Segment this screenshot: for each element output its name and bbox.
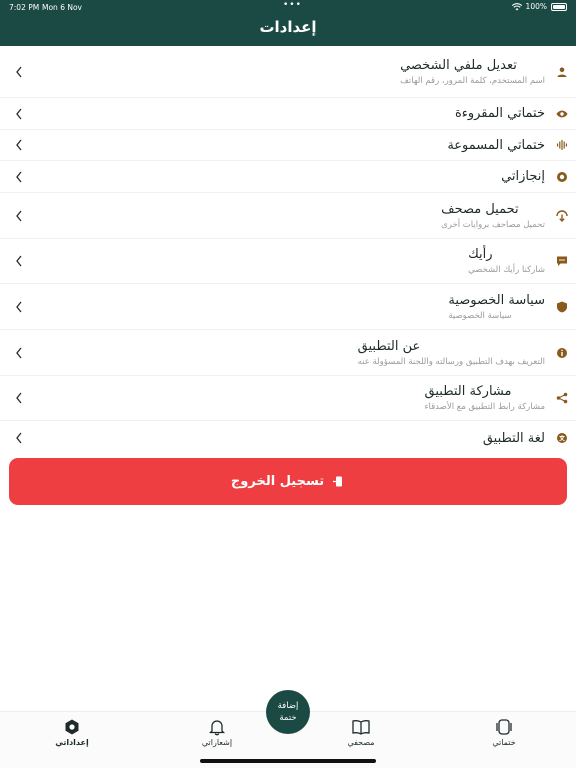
achievement-icon — [556, 171, 568, 183]
tab-my-mushaf[interactable] — [321, 718, 401, 747]
info-icon — [556, 347, 568, 359]
tab-my-khatmas[interactable] — [464, 718, 544, 747]
battery-percent: 100% — [525, 2, 547, 11]
settings-menu — [0, 46, 576, 455]
page-title: إعدادات — [259, 18, 317, 36]
battery-icon — [551, 3, 567, 11]
menu-item-subtitle: سياسة الخصوصية — [448, 310, 512, 321]
menu-item-subtitle: تحميل مصاحف بروايات أخرى — [441, 219, 545, 230]
menu-item-label: سياسة الخصوصية — [448, 292, 545, 308]
tab-settings[interactable] — [32, 718, 112, 747]
menu-item-subtitle: اسم المستخدم، كلمة المرور، رقم الهاتف — [400, 75, 545, 86]
status-time: 7:02 PM — [9, 3, 40, 12]
shield-icon — [556, 301, 568, 313]
logout-icon — [332, 475, 345, 488]
menu-item-label: عن التطبيق — [357, 338, 421, 354]
menu-item-label: تعديل ملفي الشخصي — [400, 57, 517, 73]
multitask-dots-icon[interactable]: ••• — [283, 0, 302, 10]
chevron-left-icon — [14, 254, 24, 268]
menu-item-privacy-policy[interactable] — [0, 284, 576, 330]
chevron-left-icon — [14, 107, 24, 121]
menu-item-subtitle: التعريف بهدف التطبيق ورسالته واللجنة المسؤولة عنه — [357, 356, 545, 367]
home-indicator — [200, 759, 376, 763]
menu-item-label: ختماتي المقروءة — [454, 106, 545, 121]
download-icon — [556, 210, 568, 222]
chevron-left-icon — [14, 209, 24, 223]
tab-notifications[interactable] — [177, 718, 257, 747]
menu-item-app-language[interactable] — [0, 421, 576, 455]
menu-item-label: رأيك — [468, 247, 493, 262]
menu-item-label: لغة التطبيق — [482, 430, 545, 446]
chevron-left-icon — [14, 431, 24, 445]
fab-label-line1: إضافة — [277, 701, 299, 711]
eye-icon — [556, 108, 568, 120]
status-bar — [0, 0, 576, 14]
chevron-left-icon — [14, 65, 24, 79]
logout-button[interactable] — [9, 458, 567, 505]
bell-icon — [208, 718, 226, 736]
tab-label: إشعاراتي — [201, 738, 233, 747]
chevron-left-icon — [14, 300, 24, 314]
feedback-icon — [556, 255, 568, 267]
menu-item-achievements[interactable] — [0, 161, 576, 193]
menu-item-feedback[interactable] — [0, 239, 576, 284]
status-date: Mon 6 Nov — [42, 3, 82, 12]
menu-item-label: ختماتي المسموعة — [447, 137, 545, 153]
add-khatma-button[interactable] — [266, 690, 310, 734]
menu-item-label: إنجازاتي — [501, 169, 545, 184]
audio-wave-icon — [556, 139, 568, 151]
menu-item-subtitle: شاركنا رأيك الشخصي — [468, 265, 545, 275]
chevron-left-icon — [14, 170, 24, 184]
book-icon — [351, 718, 371, 736]
chevron-left-icon — [14, 391, 24, 405]
khatmas-icon — [495, 718, 513, 736]
user-icon — [556, 66, 568, 78]
fab-label-line2: ختمة — [279, 713, 297, 723]
wifi-icon — [512, 3, 522, 11]
menu-item-label: مشاركة التطبيق — [424, 384, 512, 399]
menu-item-edit-profile[interactable] — [0, 46, 576, 98]
tab-label: ختماتي — [492, 738, 516, 747]
logout-label: تسجيل الخروج — [230, 474, 325, 489]
menu-item-subtitle: مشاركة رابط التطبيق مع الأصدقاء — [424, 402, 545, 412]
settings-icon — [63, 718, 81, 736]
share-icon — [556, 392, 568, 404]
chevron-left-icon — [14, 138, 24, 152]
menu-item-about-app[interactable] — [0, 330, 576, 376]
menu-item-read-khatmas[interactable] — [0, 98, 576, 130]
language-icon — [556, 432, 568, 444]
tab-label: مصحفي — [347, 738, 375, 747]
app-header — [0, 0, 576, 46]
status-right — [512, 2, 567, 11]
menu-item-label: تحميل مصحف — [441, 201, 519, 217]
chevron-left-icon — [14, 346, 24, 360]
menu-item-share-app[interactable] — [0, 376, 576, 421]
menu-item-download-mushaf[interactable] — [0, 193, 576, 239]
tab-label: إعداداتي — [55, 738, 89, 747]
menu-item-listened-khatmas[interactable] — [0, 130, 576, 161]
